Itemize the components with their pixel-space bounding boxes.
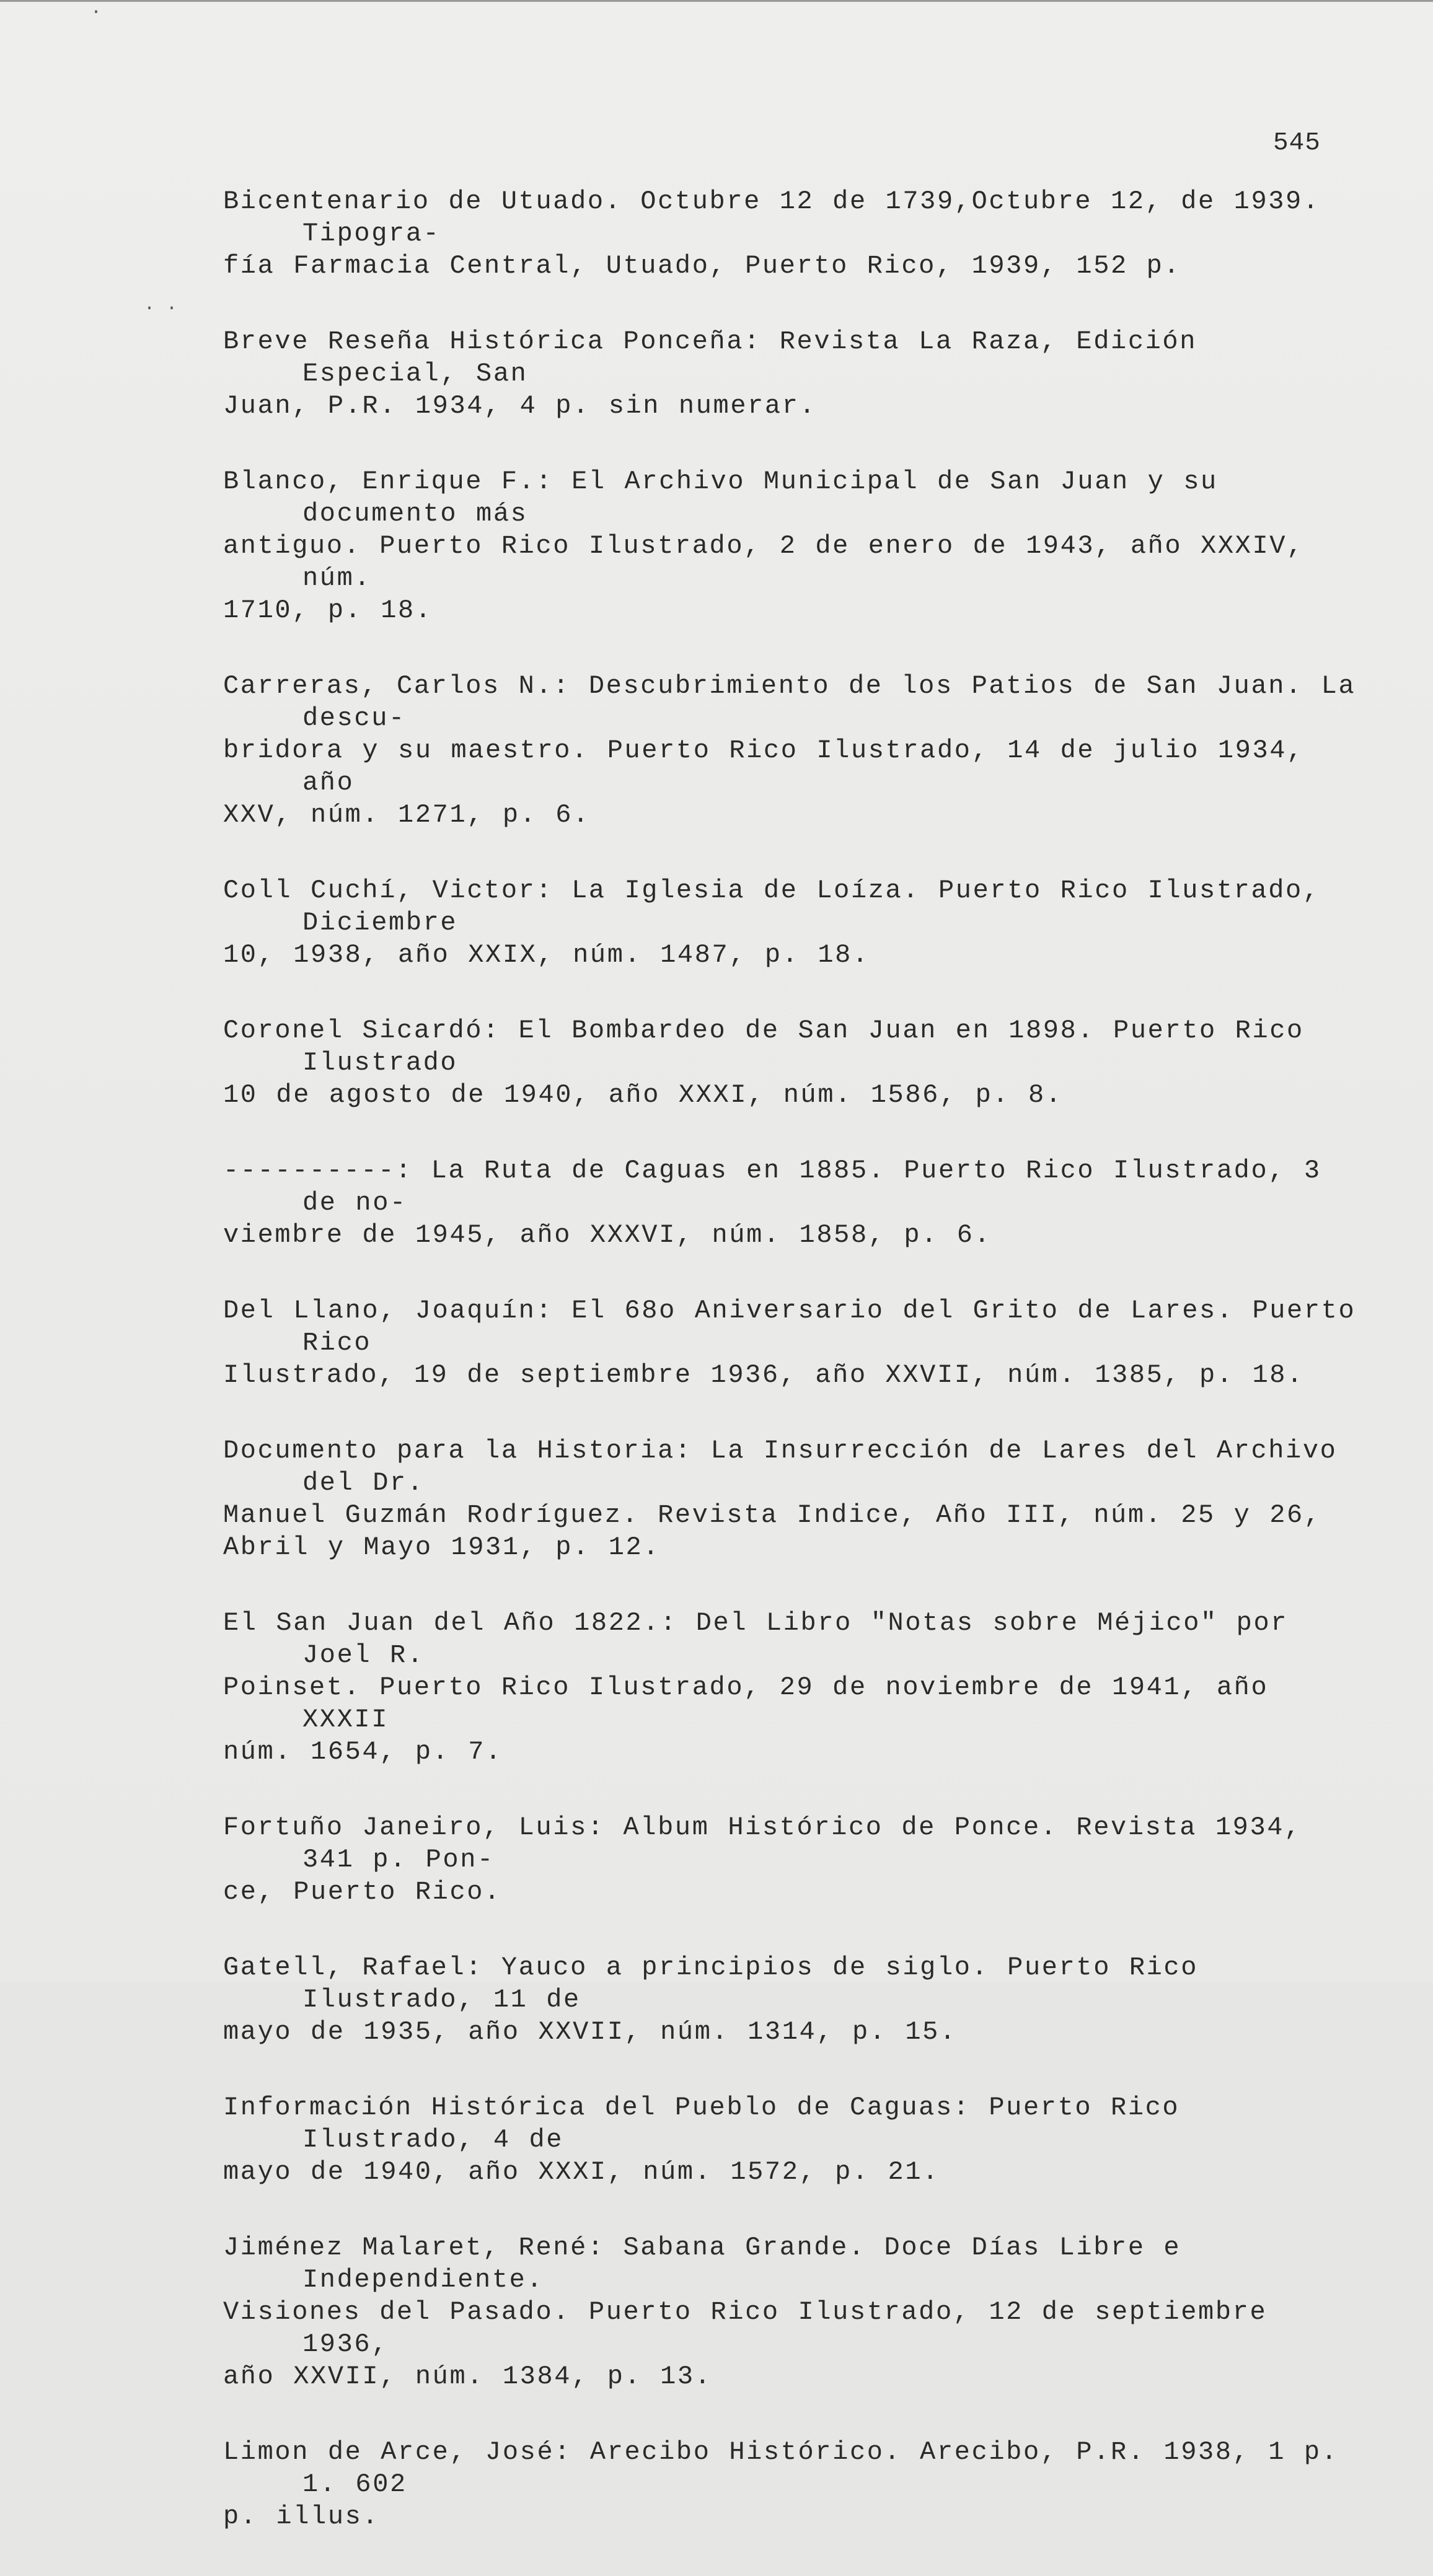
bibliography-entry [223,1154,1370,1251]
entry-line: Carreras, Carlos N.: Descubrimiento de los Patios de San Juan. La descu- [223,671,1356,733]
entry-line: Fortuño Janeiro, Luis: Album Histórico de Ponce. Revista 1934, 341 p. Pon- [223,1813,1302,1875]
entry-line: 10, 1938, año XXIX, núm. 1487, p. 18. [223,940,870,970]
bibliography-list [223,185,1370,2576]
page-number: 545 [1273,129,1321,157]
entry-line: ----------: La Ruta de Caguas en 1885. Puerto Rico Ilustrado, 3 de no- [223,1156,1321,1218]
entry-line: Del Llano, Joaquín: El 68o Aniversario del Grito de Lares. Puerto Rico [223,1296,1356,1358]
bibliography-entry [223,670,1370,831]
entry-line: Visiones del Pasado. Puerto Rico Ilustrado, 12 de septiembre 1936, [223,2297,1268,2359]
bibliography-entry [223,1811,1370,1908]
entry-line: Coronel Sicardó: El Bombardeo de San Juan en 1898. Puerto Rico Ilustrado [223,1016,1304,1078]
entry-line: Breve Reseña Histórica Ponceña: Revista La Raza, Edición Especial, San [223,327,1197,389]
entry-line: antiguo. Puerto Rico Ilustrado, 2 de enero de 1943, año XXXIV, núm. [223,531,1304,593]
entry-line: Documento para la Historia: La Insurrección de Lares del Archivo del Dr. [223,1436,1338,1498]
bibliography-entry [223,1951,1370,2048]
entry-line: Limon de Arce, José: Arecibo Histórico. Arecibo, P.R. 1938, 1 p. 1. 602 [223,2437,1339,2499]
entry-line: Manuel Guzmán Rodríguez. Revista Indice, Año III, núm. 25 y 26, [223,1500,1321,1530]
bibliography-entry [223,1607,1370,1768]
entry-line: fía Farmacia Central, Utuado, Puerto Rico, 1939, 152 p. [223,251,1181,281]
bibliography-entry [223,465,1370,626]
bibliography-entry [223,1295,1370,1391]
entry-line: viembre de 1945, año XXXVI, núm. 1858, p. 6. [223,1220,992,1250]
entry-line: Información Histórica del Pueblo de Caguas: Puerto Rico Ilustrado, 4 de [223,2093,1180,2155]
entry-line: Abril y Mayo 1931, p. 12. [223,1532,661,1562]
entry-line: Gatell, Rafael: Yauco a principios de siglo. Puerto Rico Ilustrado, 11 de [223,1953,1199,2015]
bibliography-entry [223,2231,1370,2393]
bibliography-entry [223,2436,1370,2533]
bibliography-entry [223,874,1370,971]
entry-line: ce, Puerto Rico. [223,1877,501,1907]
entry-line: Blanco, Enrique F.: El Archivo Municipal de San Juan y su documento más [223,467,1218,529]
entry-line: Jiménez Malaret, René: Sabana Grande. Doce Días Libre e Independiente. [223,2233,1181,2295]
entry-line: XXV, núm. 1271, p. 6. [223,800,590,830]
entry-line: p. illus. [223,2502,380,2531]
entry-line: Bicentenario de Utuado. Octubre 12 de 1739,Octubre 12, de 1939. Tipogra- [223,187,1320,248]
bibliography-entry [223,185,1370,282]
bibliography-entry [223,2091,1370,2188]
stray-dots-mark: . . [144,294,178,315]
entry-line: núm. 1654, p. 7. [223,1737,503,1767]
stray-dot-mark: · [90,2,102,23]
entry-line: Poinset. Puerto Rico Ilustrado, 29 de noviembre de 1941, año XXXII [223,1673,1269,1734]
entry-line: año XXVII, núm. 1384, p. 13. [223,2362,712,2391]
bibliography-entry [223,1014,1370,1111]
entry-line: Coll Cuchí, Victor: La Iglesia de Loíza. Puerto Rico Ilustrado, Diciembre [223,876,1320,938]
entry-line: Ilustrado, 19 de septiembre 1936, año XXVII, núm. 1385, p. 18. [223,1360,1304,1390]
entry-line: 1710, p. 18. [223,596,433,625]
bibliography-entry [223,325,1370,422]
bibliography-entry [223,1435,1370,1563]
entry-line: Juan, P.R. 1934, 4 p. sin numerar. [223,391,817,421]
entry-line: mayo de 1940, año XXXI, núm. 1572, p. 21. [223,2157,940,2187]
entry-line: bridora y su maestro. Puerto Rico Ilustrado, 14 de julio 1934, año [223,736,1304,798]
entry-line: mayo de 1935, año XXVII, núm. 1314, p. 15. [223,2017,957,2047]
entry-line: 10 de agosto de 1940, año XXXI, núm. 1586, p. 8. [223,1080,1063,1110]
entry-line: El San Juan del Año 1822.: Del Libro "Notas sobre Méjico" por Joel R. [223,1608,1289,1670]
